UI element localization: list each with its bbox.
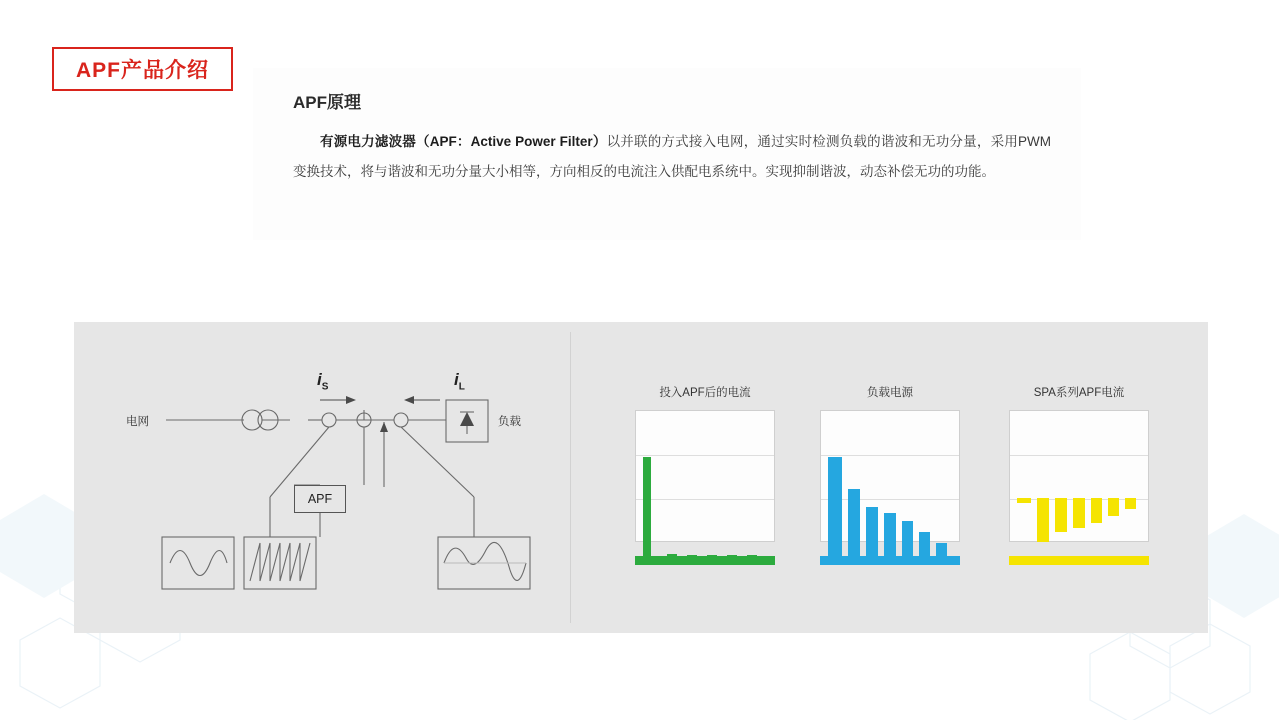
bar bbox=[1037, 498, 1049, 542]
chart-1-bars bbox=[639, 433, 771, 565]
label-source-current bbox=[317, 370, 328, 392]
chart-2-bars bbox=[824, 433, 956, 565]
chart-1-caption: 投入APF后的电流 bbox=[659, 387, 751, 399]
slide-title-badge bbox=[52, 47, 233, 91]
chart-1 bbox=[635, 410, 775, 565]
chart-2-caption: 负载电源 bbox=[867, 387, 913, 399]
charts-area bbox=[570, 322, 1208, 633]
card-body bbox=[293, 127, 1051, 186]
card-body-lead: 有源电力滤波器（APF：Active Power Filter） bbox=[320, 134, 607, 149]
chart-3 bbox=[1009, 410, 1149, 565]
label-grid: 电网 bbox=[126, 416, 149, 428]
chart-3-baseline bbox=[1009, 556, 1149, 565]
bar bbox=[1073, 498, 1085, 528]
apf-unit-box bbox=[294, 485, 346, 513]
chart-3-caption: SPA系列APF电流 bbox=[1033, 387, 1125, 399]
description-card bbox=[253, 68, 1081, 240]
diagram-panel bbox=[74, 322, 1208, 633]
label-load-current-sub: L bbox=[458, 381, 465, 393]
bar bbox=[1125, 498, 1136, 509]
circuit-svg bbox=[74, 322, 570, 633]
circuit-schematic bbox=[74, 322, 570, 633]
card-heading: APF原理 bbox=[293, 93, 361, 112]
slide-title-text: APF产品介绍 bbox=[76, 59, 209, 82]
chart-1-baseline bbox=[635, 556, 775, 565]
bar bbox=[828, 457, 842, 565]
bar bbox=[643, 457, 651, 565]
bar bbox=[1055, 498, 1067, 532]
bar bbox=[1108, 498, 1119, 516]
apf-unit-label: APF bbox=[307, 492, 333, 506]
bar bbox=[1091, 498, 1102, 523]
label-load: 负载 bbox=[498, 416, 521, 428]
chart-2-baseline bbox=[820, 556, 960, 565]
bar bbox=[1017, 498, 1031, 503]
label-load-current-symbol: i bbox=[454, 370, 459, 389]
chart-2 bbox=[820, 410, 960, 565]
chart-3-bars bbox=[1013, 410, 1145, 542]
label-source-current-symbol: i bbox=[317, 370, 322, 389]
label-source-current-sub: S bbox=[321, 381, 329, 393]
label-load-current bbox=[454, 370, 465, 392]
card-body-rest: 以并联的方式接入电网，通过实时检测负载的谐波和无功分量，采用PWM变换技术，将与谐波和无功分量大小相等，方向相反的电流注入供配电系统中。实现抑制谐波，动态补偿无功的功能。 bbox=[293, 134, 1051, 179]
bar bbox=[848, 489, 860, 565]
